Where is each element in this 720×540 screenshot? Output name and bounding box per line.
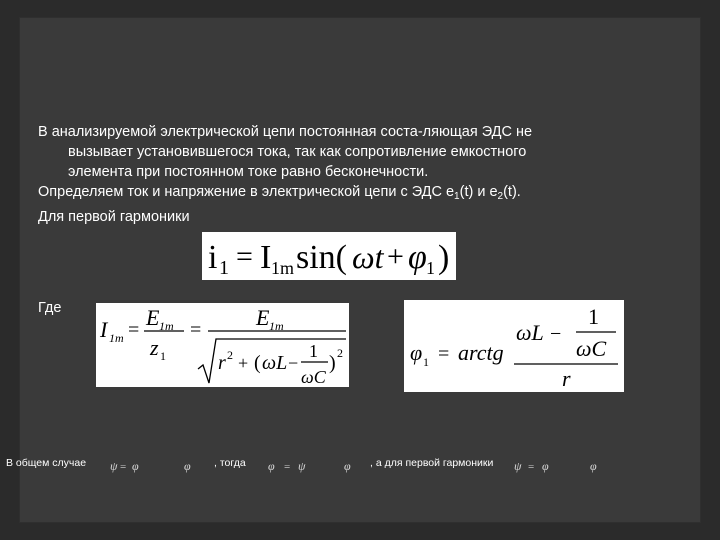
fp-phi: φ	[410, 340, 423, 365]
fp-phi-sub: 1	[423, 355, 429, 369]
formula-current-amplitude	[96, 303, 349, 387]
formula-plus: +	[387, 240, 404, 273]
formula-phase	[404, 300, 624, 392]
fc-z-sub: 1	[160, 349, 166, 363]
fc-exp2: 2	[337, 346, 343, 360]
fc-minus: −	[288, 353, 299, 373]
then-formula-1	[264, 455, 336, 475]
then-label: , тогда	[214, 457, 246, 469]
paragraph-2	[38, 182, 618, 207]
fc-omega-L: ωL	[262, 352, 288, 374]
fc-E: E	[146, 305, 160, 330]
formula-eq: =	[236, 240, 253, 273]
svg-text:φ: φ	[184, 459, 191, 473]
fc-z: z	[150, 335, 159, 360]
formula-i-sub: 1	[219, 257, 229, 279]
svg-text:ψ: ψ	[514, 459, 522, 473]
fc-I: I	[100, 317, 108, 342]
fp-arctg: arctg	[458, 340, 504, 365]
where-label: Где	[38, 300, 62, 316]
fc-plus: +	[238, 353, 249, 373]
paragraph-2-mid: (t) и е	[459, 184, 498, 200]
fc-one: 1	[309, 341, 318, 361]
first-harmonic-label: , а для первой гармоники	[370, 457, 494, 469]
svg-text:ψ: ψ	[298, 459, 306, 473]
first-harmonic-formula-1	[510, 455, 580, 475]
formula-current-instantaneous	[202, 232, 456, 280]
general-case-formula-2	[180, 455, 210, 475]
paragraph-1-line-3: элемента при постоянном токе равно бесконечности.	[68, 164, 429, 180]
fp-r: r	[562, 366, 571, 391]
paragraph-3: Для первой гармоники	[38, 209, 190, 225]
fp-minus: −	[550, 323, 562, 345]
paragraph-1-line-1: В анализируемой электрической цепи постоянная соста-ляющая ЭДС не	[38, 124, 533, 140]
svg-text:φ: φ	[344, 459, 351, 473]
fc-I-sub: 1m	[109, 331, 124, 345]
fp-omega-C: ωC	[576, 336, 607, 361]
general-case-line	[6, 455, 718, 477]
paragraph-2-prefix: Определяем ток и напряжение в электрической цепи с ЭДС е	[38, 184, 455, 200]
paragraph-1	[38, 122, 618, 182]
paragraph-2-suffix: (t).	[503, 184, 521, 200]
fc-close: )	[329, 352, 336, 374]
formula-phi-sub: 1	[426, 258, 435, 278]
paragraph-2-sub-2: 2	[497, 191, 504, 202]
paragraph-1-line-2: вызывает установившегося тока, так как сопротивление емкостного	[68, 144, 527, 160]
fc-E-sub: 1m	[159, 319, 174, 333]
formula-I-sub: 1m	[271, 258, 295, 278]
svg-text:ψ: ψ	[110, 459, 118, 473]
svg-text:φ: φ	[590, 459, 597, 473]
formula-phi: φ	[408, 239, 427, 276]
then-formula-2	[340, 455, 368, 475]
formula-close: )	[438, 239, 450, 276]
fc-r-exp: 2	[227, 348, 233, 362]
fp-eq: =	[438, 343, 450, 365]
paragraph-2-sub-1: 1	[454, 191, 460, 202]
general-case-formula-1	[106, 455, 176, 475]
formula-omega-t: ωt	[352, 239, 384, 275]
fp-one: 1	[588, 304, 599, 329]
fp-omega-L: ωL	[516, 320, 544, 345]
fc-open: (	[254, 352, 261, 374]
formula-I: I	[260, 239, 272, 276]
fc-eq1: =	[128, 319, 140, 341]
general-case-label: В общем случае	[6, 457, 87, 469]
first-harmonic-formula-2	[586, 455, 610, 475]
fc-omega-C: ωC	[301, 367, 326, 387]
formula-i: i	[208, 239, 218, 276]
body-text	[38, 122, 618, 227]
formula-sin: sin(	[296, 239, 347, 276]
svg-text:φ: φ	[132, 459, 139, 473]
fc-E2-sub: 1m	[269, 319, 284, 333]
fc-E2: E	[256, 305, 270, 330]
fc-r: r	[218, 352, 226, 374]
svg-text:=: =	[120, 461, 127, 473]
svg-text:=: =	[528, 461, 535, 473]
svg-text:φ: φ	[542, 459, 549, 473]
svg-text:=: =	[284, 461, 291, 473]
fc-eq2: =	[190, 319, 202, 341]
svg-text:φ: φ	[268, 459, 275, 473]
